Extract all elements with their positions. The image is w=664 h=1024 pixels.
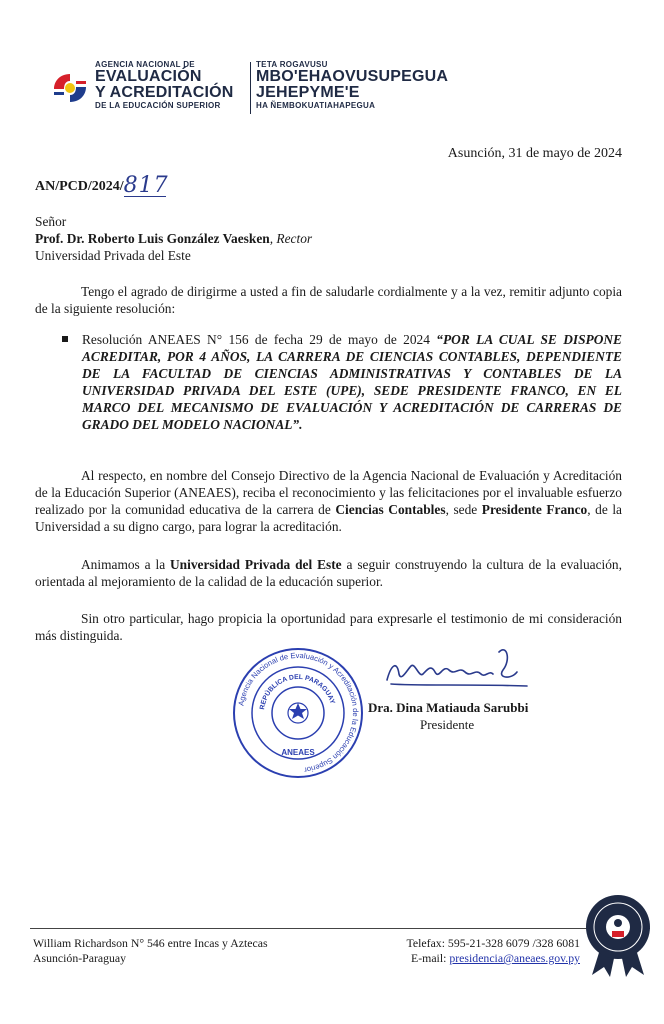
resolution-bullet — [62, 331, 622, 433]
encouragement-paragraph — [35, 556, 622, 590]
header-right-line1: TETA ROGAVUSU — [256, 60, 328, 69]
resolution-ref: Resolución ANEAES N° 156 de fecha 29 de mayo de 2024 — [82, 332, 437, 347]
header-right-line2: MBO'EHAOVUSUPEGUA — [256, 68, 449, 85]
signer-name: Dra. Dina Matiauda Sarubbi — [368, 700, 529, 715]
header-right-line4: HA ÑEMBOKUATIAHAPEGUA — [256, 101, 376, 110]
p2-text-e: , de la Universidad a su digno cargo, para lograr la acreditación. — [35, 502, 622, 534]
footer-address-line2: Asunción-Paraguay — [33, 951, 127, 965]
footer-divider — [30, 928, 650, 929]
seal-inner-text: REPÚBLICA DEL PARAGUAY — [259, 673, 336, 711]
recipient-salutation: Señor — [35, 214, 67, 229]
acknowledgement-paragraph — [35, 467, 622, 535]
header-agency-name-es — [95, 60, 247, 110]
intro-paragraph: Tengo el agrado de dirigirme a usted a fin de saludarle cordialmente y a la vez, remitir adjunto copia de la siguiente resolución: — [35, 284, 622, 316]
header-left-line4: DE LA EDUCACIÓN SUPERIOR — [95, 101, 221, 110]
letter-date: Asunción, 31 de mayo de 2024 — [447, 146, 622, 161]
footer-phone: Telefax: 595-21-328 6079 /328 6081 — [406, 936, 580, 950]
header-left-line3: Y ACREDITACIÓN — [95, 84, 234, 101]
recipient-block — [35, 213, 615, 264]
reference-number — [35, 173, 169, 198]
p2-career-name: Ciencias Contables — [335, 502, 446, 517]
p3-text-a: Animamos a la — [81, 557, 171, 572]
footer-contact — [384, 936, 580, 966]
signature-icon — [377, 640, 547, 700]
p3-text-c: a seguir construyendo la cultura de la evaluación, orientada al mejoramiento de la calidad de la educación superior. — [35, 557, 622, 589]
header-right-line3: JEHEPYME'E — [256, 84, 360, 101]
reference-prefix: AN/PCD/2024/ — [35, 179, 124, 194]
footer-email-label: E-mail: — [411, 951, 450, 965]
p2-text-a: Al respecto, en nombre del Consejo Directivo de la Agencia Nacional de Evaluación y Acreditación de la Educación Superior (ANEAES), reciba el reconocimiento y las felicitaciones por el invaluable esfuerzo realizado por la comunidad educativa de la carrera de — [35, 468, 622, 517]
header-divider — [250, 62, 251, 114]
p2-campus-name: Presidente Franco — [481, 502, 588, 517]
recipient-institution: Universidad Privada del Este — [35, 248, 191, 263]
header-left-line1: AGENCIA NACIONAL DE — [95, 60, 195, 69]
aneaes-logo-icon — [50, 68, 90, 108]
resolution-title: “POR LA CUAL SE DISPONE ACREDITAR, POR 4 AÑOS, LA CARRERA DE CIENCIAS CONTABLES, DEPENDIENTE DE LA FACULTAD DE CIENCIAS ADMINISTRATIVAS Y CONTABLES DE LA UNIVERSIDAD PRIVADA DEL ESTE (UPE), SEDE PRESIDENTE FRANCO, EN EL MARCO DEL MECANISMO DE EVALUACIÓN Y ACREDITACIÓN DE CARRERAS DE GRADO DEL MODELO NACIONAL”. — [82, 332, 622, 432]
recipient-name: Prof. Dr. Roberto Luis González Vaesken — [35, 231, 270, 246]
header-left-line2: EVALUACIÓN — [95, 68, 202, 85]
reference-handwritten-number: 817 — [123, 173, 169, 198]
footer-address — [33, 936, 268, 966]
footer-email-link[interactable]: presidencia@aneaes.gov.py — [449, 951, 580, 965]
closing-paragraph: Sin otro particular, hago propicia la oportunidad para expresarle el testimonio de mi consideración más distinguida. — [35, 611, 622, 643]
header-agency-name-gn — [256, 60, 486, 110]
p2-text-c: , sede — [445, 502, 482, 517]
footer-address-line1: William Richardson N° 546 entre Incas y Aztecas — [33, 936, 268, 950]
seal-bottom-text: ANEAES — [281, 748, 315, 757]
official-seal-icon — [232, 647, 364, 779]
certification-badge-icon — [582, 893, 654, 979]
p3-university-name: Universidad Privada del Este — [170, 557, 342, 572]
signer-role: Presidente — [420, 717, 475, 732]
signer-block — [368, 699, 568, 733]
seal-outer-text: Agencia Nacional de Evaluación y Acreditación de la Educación Superior — [236, 650, 361, 775]
recipient-title: , Rector — [269, 231, 313, 246]
